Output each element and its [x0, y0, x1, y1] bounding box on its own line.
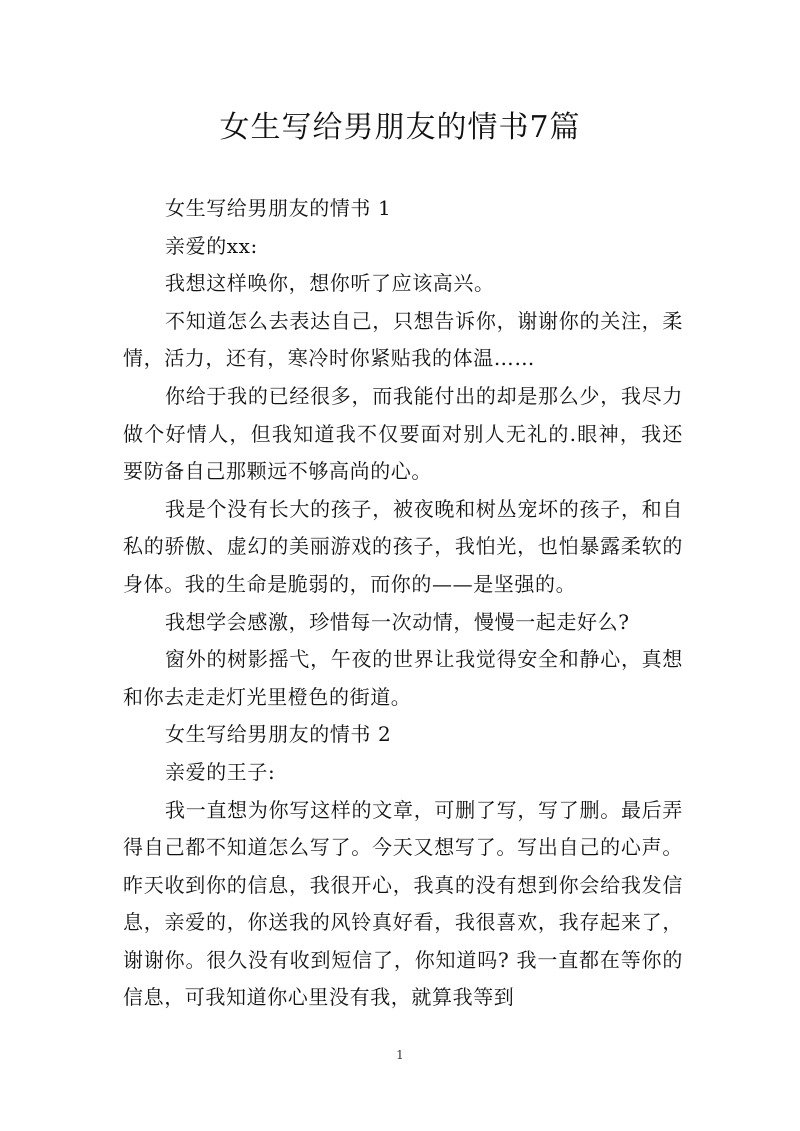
document-title: 女生写给男朋友的情书7篇: [219, 110, 581, 145]
paragraph: 不知道怎么去表达自己，只想告诉你，谢谢你的关注，柔情，活力，还有，寒冷时你紧贴我的体温……: [123, 308, 683, 371]
section-heading-1: 女生写给男朋友的情书 1: [165, 196, 392, 220]
salutation-2: 亲爱的王子:: [165, 759, 276, 784]
paragraph: 你给于我的已经很多，而我能付出的却是那么少，我尽力做个好情人，但我知道我不仅要面对别人无礼的.眼神，我还要防备自己那颗远不够高尚的心。: [123, 383, 683, 484]
paragraph: 我想这样唤你，想你听了应该高兴。: [165, 271, 495, 296]
page-number: 1: [396, 1048, 404, 1062]
paragraph: 我是个没有长大的孩子，被夜晚和树丛宠坏的孩子，和自私的骄傲、虚幻的美丽游戏的孩子，我怕光，也怕暴露柔软的身体。我的生命是脆弱的，而你的——是坚强的。: [123, 496, 683, 596]
paragraph: 我想学会感激，珍惜每一次动情，慢慢一起走好么?: [165, 609, 630, 634]
document-body: [123, 190, 683, 1017]
paragraph: 我一直想为你写这样的文章，可删了写，写了删。最后弄得自己都不知道怎么写了。今天又想写了。写出自己的心声。昨天收到你的信息，我很开心，我真的没有想到你会给我发信息，亲爱的，你送我的风铃真好看，我很喜欢，我存起来了，谢谢你。很久没有收到短信了，你知道吗? 我一直都在等你的信息，可我知道你心里没有我，就算我等到: [123, 797, 683, 1010]
section-heading-2: 女生写给男朋友的情书 2: [165, 722, 392, 747]
paragraph: 窗外的树影摇弋，午夜的世界让我觉得安全和静心，真想和你去走走灯光里橙色的街道。: [123, 647, 683, 709]
salutation-1: 亲爱的xx:: [165, 233, 258, 258]
